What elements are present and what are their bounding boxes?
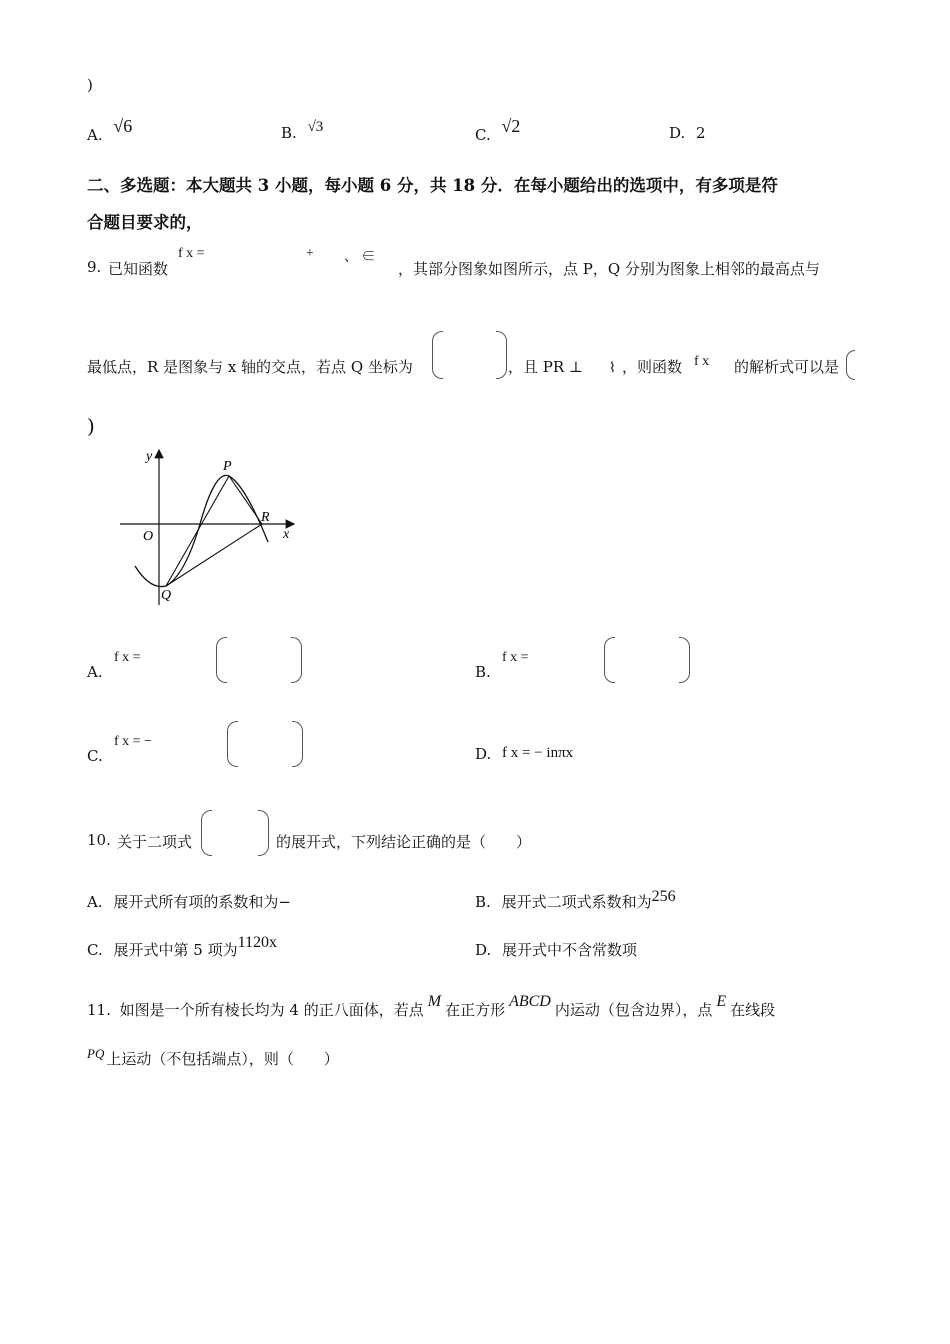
option-label: D.	[475, 941, 492, 959]
option-label: B.	[281, 124, 297, 142]
section-heading-line1: 二、多选题：本大题共 3 小题，每小题 6 分，共 18 分．在每小题给出的选项中，有多项是符	[87, 176, 778, 195]
option-value: √6	[113, 116, 133, 136]
option-label: C.	[87, 941, 103, 959]
graph-label-x: x	[283, 527, 290, 542]
q9-option-c-left-paren	[227, 721, 238, 767]
q9-option-a-expr: f x =	[114, 650, 141, 665]
graph-label-r: R	[261, 510, 270, 525]
q9-option-a-label: A.	[87, 663, 103, 681]
option-value: 2	[696, 124, 706, 142]
q10-binomial-right-paren	[258, 810, 269, 856]
q9-option-c-expr: f x = −	[114, 734, 152, 749]
q11-text-e: 上运动（不包括端点），则（ ）	[106, 1050, 339, 1068]
q8-option-c	[475, 116, 521, 145]
q9-stem-mid: ，其部分图象如图所示，点 P，Q 分别为图象上相邻的最高点与	[398, 260, 820, 278]
q9-line2-a: 最低点，R 是图象与 x 轴的交点，若点 Q 坐标为	[87, 358, 413, 376]
q11-square-abcd: ABCD	[509, 993, 551, 1010]
q11-text-d: 在线段	[730, 1001, 776, 1019]
q9-frag-plus: +	[306, 246, 314, 261]
q9-close-paren: )	[87, 414, 95, 438]
q9-option-c-right-paren	[292, 721, 303, 767]
option-label: A.	[87, 893, 103, 911]
q9-option-c-label: C.	[87, 747, 103, 765]
q9-function-graph	[110, 440, 310, 610]
q10-option-c	[87, 934, 277, 960]
option-text: 展开式所有项的系数和为−	[113, 893, 291, 911]
option-label: D.	[669, 124, 686, 142]
q9-line2-d: 的解析式可以是	[734, 358, 840, 376]
sine-curve	[135, 475, 268, 586]
option-value: √2	[501, 116, 521, 136]
graph-label-y: y	[146, 449, 153, 464]
q8-option-b	[281, 119, 324, 143]
q10-option-b	[475, 888, 676, 912]
q10-binomial-left-paren	[201, 810, 212, 856]
q8-close-paren: )	[87, 76, 93, 94]
q11-line2	[87, 1048, 339, 1069]
q9-line2-b: ，且 PR ⊥	[508, 358, 584, 376]
q9-answer-left-paren	[846, 350, 855, 380]
q9-option-b-right-paren	[679, 637, 690, 683]
q11-number: 11.	[87, 1001, 111, 1019]
q9-option-a-right-paren	[291, 637, 302, 683]
q9-number: 9.	[87, 258, 102, 276]
q10-option-d	[475, 939, 637, 960]
graph-label-p: P	[223, 459, 232, 474]
q9-option-d-expr: f x = − inπx	[502, 745, 574, 761]
q11-point-m: M	[427, 993, 442, 1010]
segment-qp	[166, 476, 229, 586]
q9-stem-start: 已知函数	[108, 260, 169, 278]
option-text: 展开式中第 5 项为	[113, 941, 238, 959]
q9-option-b-left-paren	[604, 637, 615, 683]
q10-option-a	[87, 891, 291, 912]
q9-frag-fx: f x =	[178, 246, 205, 261]
option-math: 256	[651, 888, 676, 905]
option-text: 展开式二项式系数和为	[501, 893, 652, 911]
q10-stem-a: 关于二项式	[117, 833, 193, 851]
option-math: 1120x	[237, 934, 277, 951]
q10-number: 10.	[87, 831, 111, 849]
q9-q-coord-right-paren	[496, 331, 507, 379]
option-value: √3	[307, 119, 324, 135]
q11-text-b: 在正方形	[445, 1001, 506, 1019]
q8-option-a	[87, 116, 133, 145]
section-heading-line2: 合题目要求的，	[87, 213, 203, 232]
graph-label-q: Q	[161, 588, 172, 603]
q11-segment-pq: PQ	[87, 1046, 105, 1061]
q8-option-d	[669, 124, 706, 142]
q9-option-a-left-paren	[216, 637, 227, 683]
q9-line2-c: ，则函数	[622, 358, 683, 376]
q9-option-d-label: D.	[475, 745, 492, 763]
option-text: 展开式中不含常数项	[502, 941, 638, 959]
option-label: C.	[475, 126, 491, 144]
q9-q-coord-left-paren	[432, 331, 443, 379]
q11-text-a: 如图是一个所有棱长均为 4 的正八面体，若点	[119, 1001, 424, 1019]
q9-frag-k: ⌇	[609, 361, 616, 376]
option-label: B.	[475, 893, 491, 911]
segment-pr	[229, 476, 262, 524]
option-label: A.	[87, 126, 103, 144]
q9-option-b-label: B.	[475, 663, 491, 681]
q10-stem-b: 的展开式，下列结论正确的是（ ）	[276, 833, 532, 851]
q9-option-b-expr: f x =	[502, 650, 529, 665]
q9-frag-fx2: f x	[694, 354, 710, 369]
q11-text-c: 内运动（包含边界），点	[554, 1001, 713, 1019]
q11-line1	[87, 993, 776, 1020]
segment-qr	[166, 524, 262, 586]
q9-frag-in: 、 ∈	[344, 250, 376, 265]
graph-label-o: O	[143, 529, 154, 544]
q11-point-e: E	[716, 993, 727, 1010]
